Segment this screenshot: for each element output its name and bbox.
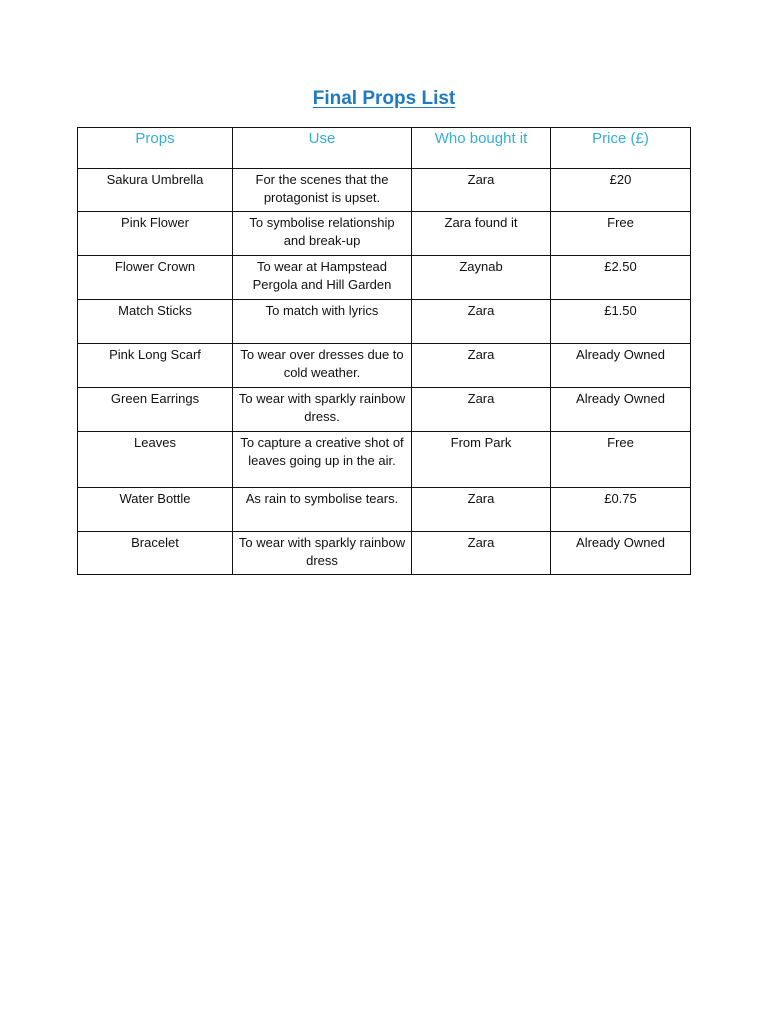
cell-who: Zara found it — [412, 212, 551, 256]
cell-use: To wear with sparkly rainbow dress. — [233, 388, 412, 432]
cell-use: To capture a creative shot of leaves going up in the air. — [233, 432, 412, 488]
cell-prop: Water Bottle — [78, 488, 233, 532]
table-row — [78, 488, 691, 532]
cell-use: For the scenes that the protagonist is upset. — [233, 169, 412, 212]
props-table — [77, 127, 691, 575]
table-row — [78, 532, 691, 575]
cell-prop: Pink Long Scarf — [78, 344, 233, 388]
cell-price: £2.50 — [551, 256, 691, 300]
cell-who: Zaynab — [412, 256, 551, 300]
cell-who: Zara — [412, 488, 551, 532]
header-price: Price (£) — [551, 128, 691, 169]
table-row — [78, 388, 691, 432]
cell-prop: Green Earrings — [78, 388, 233, 432]
page-title — [0, 88, 768, 110]
cell-who: Zara — [412, 344, 551, 388]
cell-prop: Pink Flower — [78, 212, 233, 256]
cell-who: From Park — [412, 432, 551, 488]
title-text: Final Props List — [312, 88, 456, 109]
cell-prop: Bracelet — [78, 532, 233, 575]
cell-use: To wear with sparkly rainbow dress — [233, 532, 412, 575]
cell-who: Zara — [412, 300, 551, 344]
cell-use: To match with lyrics — [233, 300, 412, 344]
cell-prop: Sakura Umbrella — [78, 169, 233, 212]
cell-prop: Flower Crown — [78, 256, 233, 300]
cell-prop: Leaves — [78, 432, 233, 488]
header-props: Props — [78, 128, 233, 169]
header-use: Use — [233, 128, 412, 169]
cell-price: £0.75 — [551, 488, 691, 532]
header-row — [78, 128, 691, 169]
table-row — [78, 212, 691, 256]
cell-price: Already Owned — [551, 388, 691, 432]
cell-price: Already Owned — [551, 344, 691, 388]
cell-price: Already Owned — [551, 532, 691, 575]
cell-price: £1.50 — [551, 300, 691, 344]
table-row — [78, 300, 691, 344]
cell-price: Free — [551, 212, 691, 256]
cell-price: Free — [551, 432, 691, 488]
table-row — [78, 256, 691, 300]
table-row — [78, 169, 691, 212]
cell-use: To symbolise relationship and break-up — [233, 212, 412, 256]
cell-use: To wear at Hampstead Pergola and Hill Garden — [233, 256, 412, 300]
table-row — [78, 344, 691, 388]
cell-who: Zara — [412, 532, 551, 575]
cell-prop: Match Sticks — [78, 300, 233, 344]
cell-use: As rain to symbolise tears. — [233, 488, 412, 532]
cell-who: Zara — [412, 169, 551, 212]
cell-who: Zara — [412, 388, 551, 432]
header-who: Who bought it — [412, 128, 551, 169]
cell-price: £20 — [551, 169, 691, 212]
table-row — [78, 432, 691, 488]
cell-use: To wear over dresses due to cold weather. — [233, 344, 412, 388]
